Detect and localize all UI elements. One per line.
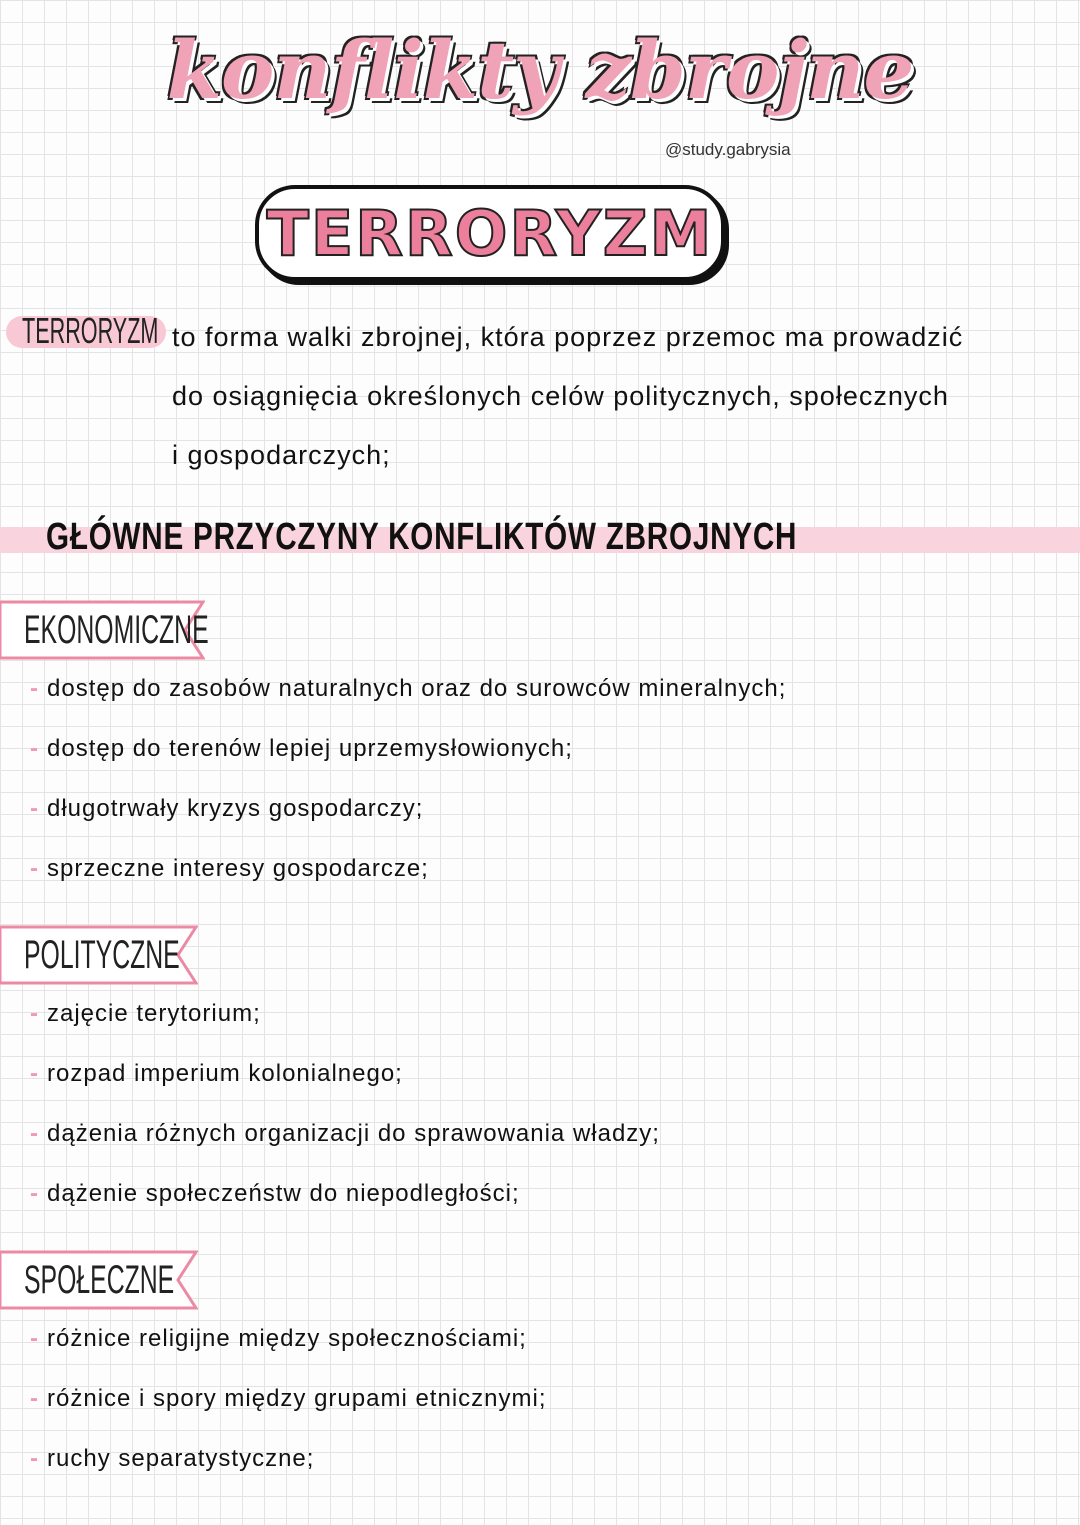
dash-bullet: -: [30, 675, 39, 702]
dash-bullet: -: [30, 855, 39, 882]
subtitle: TERRORYZM: [266, 196, 714, 270]
definition-line: i gospodarczych;: [172, 440, 391, 470]
category-label-ribbon: [0, 1250, 205, 1310]
list-item: [30, 675, 786, 703]
dash-bullet: -: [30, 1000, 39, 1027]
list-item-text: rozpad imperium kolonialnego;: [47, 1060, 403, 1087]
dash-bullet: -: [30, 1180, 39, 1207]
definition-term: TERRORYZM: [22, 310, 159, 351]
list-item-text: dostęp do terenów lepiej uprzemysłowionych;: [47, 735, 573, 762]
list-item: [30, 1060, 403, 1088]
list-item: [30, 1385, 547, 1413]
list-item-text: dążenia różnych organizacji do sprawowania władzy;: [47, 1120, 660, 1147]
list-item: [30, 795, 423, 823]
list-item-text: różnice religijne między społecznościami;: [47, 1325, 527, 1352]
category-label-ribbon: [0, 925, 205, 985]
dash-bullet: -: [30, 1120, 39, 1147]
dash-bullet: -: [30, 735, 39, 762]
definition-line: do osiągnięcia określonych celów politycznych, społecznych: [172, 381, 949, 411]
list-item-text: ruchy separatystyczne;: [47, 1445, 315, 1472]
list-item: [30, 1000, 261, 1028]
list-item: [30, 855, 429, 883]
list-item-text: różnice i spory między grupami etnicznymi;: [47, 1385, 547, 1412]
list-item: [30, 735, 573, 763]
category-label: SPOŁECZNE: [24, 1258, 175, 1302]
watermark: @study.gabrysia: [665, 140, 791, 159]
dash-bullet: -: [30, 1385, 39, 1412]
category-label: POLITYCZNE: [24, 933, 180, 977]
list-item-text: dążenie społeczeństw do niepodległości;: [47, 1180, 520, 1207]
list-item: [30, 1325, 527, 1353]
list-item: [30, 1120, 660, 1148]
list-item: [30, 1445, 314, 1473]
list-item: [30, 1180, 520, 1208]
dash-bullet: -: [30, 1325, 39, 1352]
list-item-text: dostęp do zasobów naturalnych oraz do surowców mineralnych;: [47, 675, 787, 702]
definition-line: to forma walki zbrojnej, która poprzez przemoc ma prowadzić: [172, 322, 964, 352]
list-item-text: sprzeczne interesy gospodarcze;: [47, 855, 429, 882]
page-title: konflikty zbrojne: [166, 23, 914, 117]
list-item-text: długotrwały kryzys gospodarczy;: [47, 795, 424, 822]
category-label-ribbon: [0, 600, 209, 660]
section-heading: GŁÓWNE PRZYCZYNY KONFLIKTÓW ZBROJNYCH: [46, 516, 798, 558]
dash-bullet: -: [30, 1060, 39, 1087]
category-label: EKONOMICZNE: [24, 608, 209, 652]
list-item-text: zajęcie terytorium;: [47, 1000, 261, 1027]
subtitle-badge: [255, 185, 725, 281]
dash-bullet: -: [30, 795, 39, 822]
dash-bullet: -: [30, 1445, 39, 1472]
